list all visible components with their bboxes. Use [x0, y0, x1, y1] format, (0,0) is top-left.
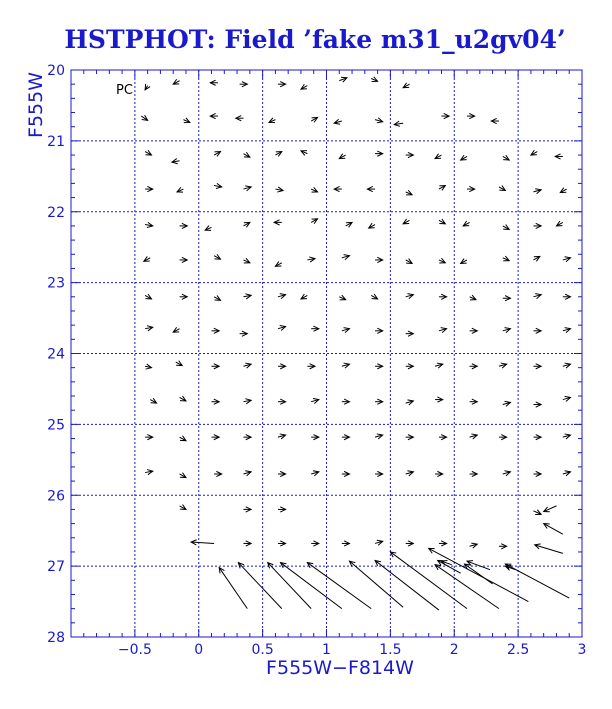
displacement-vector	[278, 325, 286, 330]
displacement-vector	[301, 84, 307, 89]
displacement-vector	[438, 560, 461, 573]
displacement-vector	[463, 221, 469, 226]
displacement-vector	[533, 294, 541, 299]
displacement-vector	[435, 154, 441, 159]
displacement-vector	[342, 399, 350, 404]
displacement-vector	[533, 328, 541, 333]
vector-shaft	[429, 548, 529, 601]
displacement-vector	[307, 257, 315, 262]
displacement-vector	[499, 186, 505, 191]
displacement-vector	[177, 187, 183, 192]
displacement-vector	[470, 328, 478, 333]
displacement-vector	[467, 186, 475, 191]
displacement-vector	[145, 150, 151, 155]
displacement-vector	[406, 190, 412, 195]
displacement-vector	[176, 361, 182, 366]
displacement-vector	[243, 186, 251, 191]
displacement-vector	[342, 328, 350, 333]
displacement-vector	[307, 364, 315, 369]
displacement-vector	[349, 561, 403, 607]
displacement-vector	[212, 435, 220, 440]
displacement-vector	[205, 226, 211, 231]
displacement-vector	[503, 155, 509, 160]
displacement-vector	[334, 119, 342, 124]
displacement-vector	[278, 507, 286, 512]
x-tick-label: 2.5	[506, 642, 530, 658]
y-tick-label: 27	[47, 559, 65, 576]
displacement-vector	[210, 113, 218, 118]
displacement-vector	[278, 434, 286, 439]
x-axis-label: F555W−F814W	[266, 657, 414, 679]
displacement-vector	[180, 223, 188, 228]
vector-shaft	[544, 524, 563, 535]
displacement-vector	[533, 256, 539, 261]
displacement-vector	[535, 544, 563, 553]
displacement-vector	[214, 471, 222, 476]
displacement-vector	[243, 152, 249, 157]
displacement-vector	[173, 327, 179, 332]
displacement-vector	[342, 435, 350, 440]
panel-label: PC	[116, 83, 133, 98]
displacement-vector	[191, 540, 214, 545]
displacement-vector	[367, 186, 375, 191]
displacement-vector	[243, 541, 251, 546]
displacement-vector	[406, 400, 414, 405]
y-axis-label: F555W	[25, 72, 47, 138]
displacement-vector	[406, 294, 414, 299]
displacement-vector	[503, 471, 511, 476]
displacement-vector	[533, 223, 541, 228]
y-tick-labels	[47, 63, 65, 646]
displacement-vector	[461, 259, 467, 264]
displacement-vector	[470, 543, 478, 548]
x-tick-label: 3	[577, 642, 587, 658]
displacement-vector	[150, 398, 156, 403]
y-tick-label: 22	[47, 204, 65, 221]
displacement-vector	[406, 541, 414, 546]
displacement-vector	[311, 471, 319, 476]
displacement-vector	[183, 118, 189, 123]
displacement-vector	[243, 435, 251, 440]
displacement-vector	[342, 541, 350, 546]
x-tick-labels	[118, 642, 587, 658]
displacement-vector	[439, 294, 447, 299]
displacement-vector	[214, 295, 220, 300]
displacement-vector	[533, 510, 541, 515]
displacement-vector	[533, 189, 541, 194]
displacement-vector	[301, 294, 307, 299]
displacement-vector	[311, 326, 319, 331]
y-tick-label: 28	[47, 630, 65, 646]
displacement-vector	[470, 471, 478, 476]
displacement-vector	[243, 294, 251, 299]
displacement-vector	[269, 118, 275, 123]
displacement-vector	[339, 295, 345, 300]
vector-shaft	[464, 564, 492, 584]
displacement-vector	[375, 471, 383, 476]
displacement-vector	[275, 152, 281, 157]
displacement-vector	[342, 363, 350, 368]
displacement-vector	[406, 364, 414, 369]
displacement-vector	[243, 471, 251, 476]
displacement-vector	[461, 155, 467, 160]
displacement-vector	[533, 402, 541, 407]
displacement-vector	[214, 152, 220, 157]
displacement-vector	[219, 568, 247, 609]
displacement-vector	[236, 116, 244, 121]
displacement-vector	[339, 154, 345, 159]
displacement-vector	[145, 326, 153, 331]
displacement-vector	[470, 364, 478, 369]
displacement-vector	[212, 399, 220, 404]
displacement-vector	[375, 560, 439, 610]
displacement-vector	[499, 435, 507, 440]
displacement-vector	[406, 435, 414, 440]
displacement-vector	[311, 435, 319, 440]
displacement-vector	[180, 473, 186, 478]
displacement-vector	[210, 80, 218, 85]
displacement-vector	[301, 151, 307, 156]
displacement-vector	[311, 541, 319, 546]
displacement-vector	[503, 256, 509, 261]
displacement-vector	[544, 524, 563, 535]
y-tick-label: 26	[47, 488, 65, 505]
displacement-vector	[439, 258, 445, 263]
vector-arrowhead	[142, 115, 148, 120]
displacement-vector	[212, 328, 220, 333]
vector-shaft	[238, 563, 281, 609]
displacement-vector	[531, 150, 537, 155]
displacement-vector	[145, 186, 153, 191]
displacement-vector	[563, 363, 571, 368]
displacement-vector	[180, 257, 188, 262]
displacement-vector	[311, 219, 317, 224]
displacement-vector	[278, 399, 286, 404]
displacement-vector	[243, 399, 251, 404]
displacement-vector	[243, 222, 249, 227]
displacement-vector	[180, 505, 186, 510]
displacement-vector	[533, 471, 541, 476]
displacement-vector	[145, 435, 153, 440]
displacement-vector	[375, 257, 383, 262]
displacement-vector	[470, 434, 478, 439]
displacement-vector	[563, 434, 571, 439]
displacement-vector	[464, 564, 492, 584]
displacement-vector	[275, 187, 283, 192]
displacement-vector	[435, 363, 443, 368]
displacement-vector	[503, 401, 511, 406]
displacement-vector	[274, 220, 282, 225]
displacement-vector	[533, 364, 541, 369]
displacement-vector	[173, 79, 179, 84]
displacement-vector	[491, 118, 499, 123]
displacement-vector	[238, 563, 281, 609]
displacement-vector	[180, 294, 188, 299]
x-tick-label: 1	[322, 642, 331, 658]
displacement-vector	[180, 436, 186, 441]
x-tick-label: 0.5	[251, 642, 274, 658]
displacement-vector	[394, 121, 403, 126]
displacement-vector	[563, 471, 571, 476]
displacement-vector	[435, 471, 443, 476]
displacement-vector	[560, 188, 566, 193]
displacement-vector	[439, 328, 447, 333]
displacement-vector	[439, 219, 445, 224]
displacement-vector	[243, 507, 251, 512]
y-tick-label: 23	[47, 275, 65, 292]
displacement-vector	[563, 294, 571, 299]
displacement-vector	[439, 435, 447, 440]
displacement-vector	[406, 152, 414, 157]
vector-shaft	[435, 565, 499, 609]
vector-shaft	[307, 563, 371, 609]
displacement-vector	[563, 257, 571, 262]
displacement-vector	[278, 364, 286, 369]
displacement-vector	[307, 563, 371, 609]
displacement-vector	[533, 435, 541, 440]
displacement-vector	[212, 364, 220, 369]
displacement-vector	[406, 259, 412, 264]
displacement-vector	[243, 363, 251, 368]
displacement-vector	[439, 541, 447, 546]
displacement-vector	[145, 470, 153, 475]
displacement-vector	[240, 331, 248, 336]
displacement-vector	[403, 219, 409, 224]
displacement-vector	[503, 328, 511, 333]
displacement-vector	[214, 183, 222, 188]
displacement-vector	[144, 256, 150, 261]
displacement-vector	[180, 396, 186, 401]
vector-shaft	[191, 542, 214, 543]
displacement-vector	[369, 223, 375, 228]
y-tick-label: 21	[47, 133, 65, 150]
displacement-vector	[334, 186, 342, 191]
displacement-vector	[371, 77, 377, 82]
displacement-vector	[563, 396, 571, 401]
displacement-vector	[435, 565, 499, 609]
displacement-vector	[278, 82, 286, 87]
displacement-vector	[346, 222, 352, 227]
displacement-vector	[145, 294, 151, 299]
displacement-vector	[467, 113, 475, 118]
displacement-vector	[441, 560, 451, 565]
displacement-vector	[403, 83, 409, 88]
displacement-vector	[439, 186, 445, 191]
y-tick-label: 25	[47, 417, 65, 434]
displacement-vector	[390, 552, 467, 609]
displacement-vector	[311, 187, 317, 192]
vector-shaft	[438, 560, 461, 573]
displacement-vector	[375, 118, 383, 123]
x-tick-label: 1.5	[379, 642, 402, 658]
displacement-vector	[145, 364, 151, 369]
displacement-vector	[429, 548, 529, 601]
displacement-vector	[278, 471, 286, 476]
displacement-vector	[470, 295, 476, 300]
displacement-vector	[371, 294, 377, 299]
displacement-vector	[555, 154, 563, 159]
displacement-vector	[311, 398, 319, 403]
vector-arrowhead	[145, 84, 150, 90]
vector-shaft	[375, 560, 439, 610]
x-tick-label: 0	[194, 642, 204, 658]
displacement-vector	[441, 113, 449, 118]
displacement-vector	[145, 222, 153, 227]
displacement-vector	[375, 540, 383, 545]
displacement-vector	[278, 541, 286, 546]
displacement-vector	[503, 225, 509, 230]
displacement-vector	[240, 82, 248, 87]
displacement-vector	[214, 254, 220, 259]
displacement-vector	[499, 363, 507, 368]
y-tick-label: 20	[47, 63, 65, 79]
vector-layer	[141, 77, 570, 610]
displacement-vector	[375, 434, 383, 439]
displacement-vector	[556, 221, 562, 226]
displacement-vector	[342, 471, 350, 476]
displacement-vector	[406, 471, 414, 476]
displacement-vector	[145, 84, 150, 90]
x-tick-label: 2	[449, 642, 459, 658]
chart-title: HSTPHOT: Field ’fake m31_u2gv04’	[64, 25, 566, 54]
displacement-vector	[375, 364, 383, 369]
x-tick-label: −0.5	[117, 642, 152, 658]
displacement-vector	[406, 331, 414, 336]
vector-shaft	[390, 552, 467, 609]
displacement-vector	[243, 258, 249, 263]
displacement-vector	[339, 77, 347, 82]
vector-shaft	[349, 561, 403, 607]
vector-shaft	[219, 568, 247, 609]
displacement-vector	[499, 544, 507, 549]
displacement-vector	[544, 506, 557, 512]
displacement-vector	[311, 117, 317, 122]
displacement-vector	[278, 294, 286, 299]
displacement-vector	[563, 328, 571, 333]
displacement-vector	[503, 296, 511, 301]
displacement-vector	[375, 151, 383, 156]
displacement-vector	[275, 261, 281, 266]
displacement-vector	[375, 328, 383, 333]
displacement-vector	[375, 399, 383, 404]
displacement-vector	[435, 397, 443, 402]
y-tick-label: 24	[47, 346, 65, 363]
displacement-vector	[342, 255, 350, 260]
displacement-vector	[172, 159, 180, 164]
displacement-vector	[141, 115, 147, 120]
displacement-vector	[470, 399, 478, 404]
